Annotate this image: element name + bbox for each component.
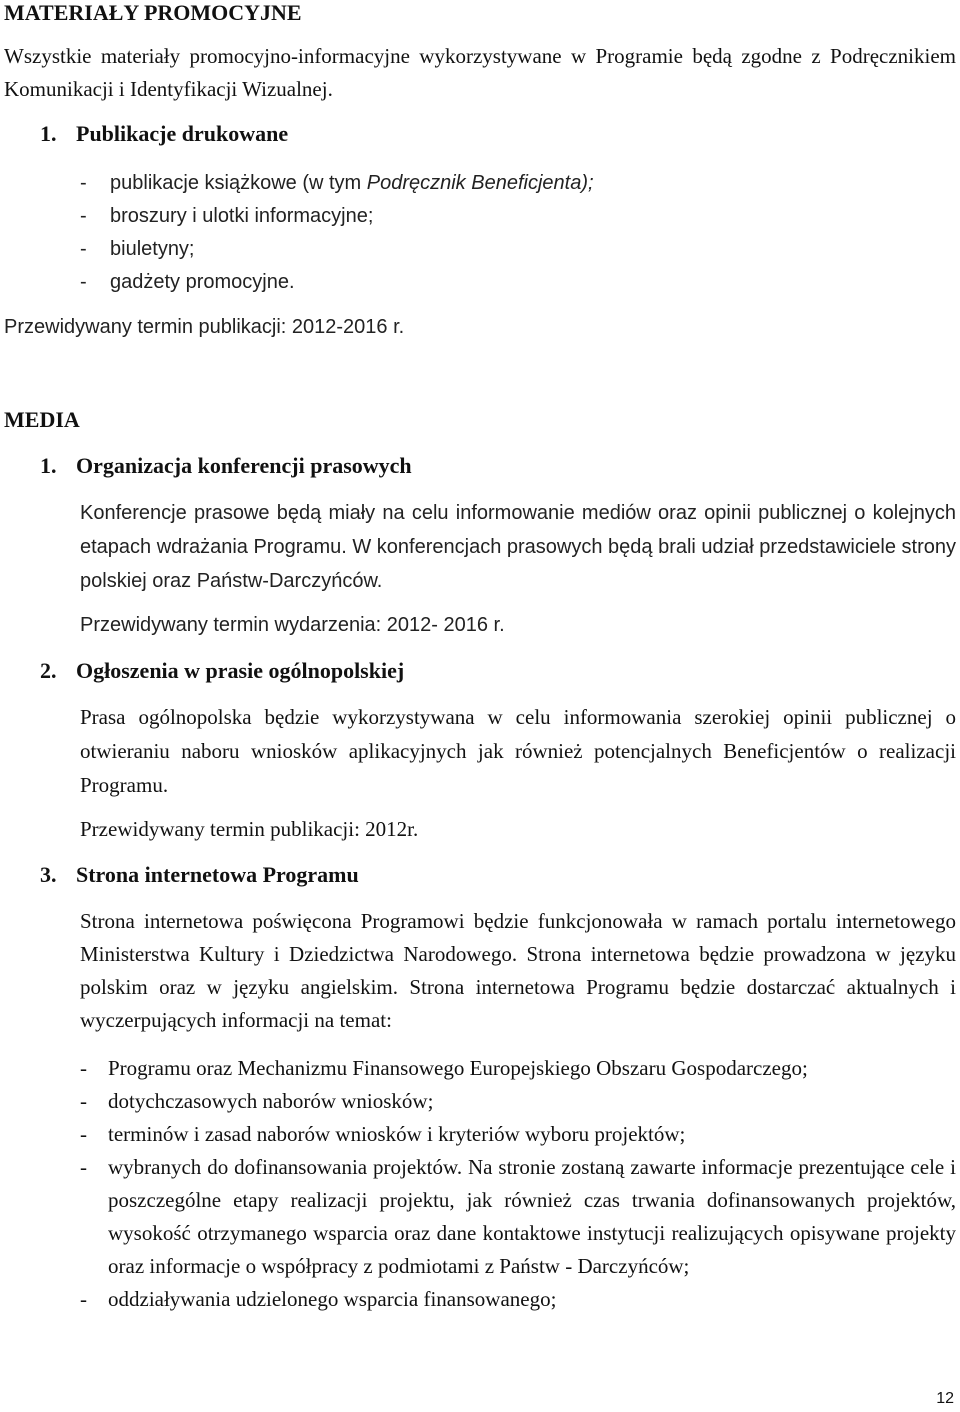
item-title: Organizacja konferencji prasowych [76, 453, 412, 478]
media-item1-heading [40, 453, 960, 479]
list-dash: - [80, 238, 87, 260]
item-number: 3. [40, 862, 57, 887]
page-number: 12 [936, 1390, 954, 1407]
media-item3-body: Strona internetowa poświęcona Programowi będzie funkcjonowała w ramach portalu internetowego Ministerstwa Kultury i Dziedzictwa Narodowego. Strona internetowa będzie prowadzona w języku polskim oraz w języku angielskim. Strona internetowa Programu będzie dostarczać aktualnych i wyczerpujących informacji na temat: [80, 909, 956, 1032]
promo-term: Przewidywany termin publikacji: 2012-2016 r. [4, 316, 405, 338]
list-item [80, 167, 940, 200]
list-dash: - [80, 1155, 87, 1179]
section-title-promo: MATERIAŁY PROMOCYJNE [4, 0, 302, 25]
list-text: wybranych do dofinansowania projektów. Na stronie zostaną zawarte informacje prezentujące cele i poszczególne etapy realizacji projektu, jak również czas trwania dofinansowanych projektów, wysokość otrzymanego wsparcia oraz dane kontaktowe instytucji realizujących opisywane projekty oraz informacje o współpracy z podmiotami z Państw - Darczyńców; [108, 1155, 956, 1278]
list-text: terminów i zasad naborów wniosków i kryteriów wyboru projektów; [108, 1122, 686, 1146]
promo-list [80, 167, 940, 299]
list-item [80, 1052, 956, 1085]
list-dash: - [80, 1056, 87, 1080]
list-text: biuletyny; [110, 238, 195, 260]
item-number: 1. [40, 121, 57, 146]
list-dash: - [80, 1089, 87, 1113]
item-title: Publikacje drukowane [76, 121, 289, 146]
list-text-italic: Podręcznik Beneficjenta); [366, 172, 594, 194]
list-text: gadżety promocyjne. [110, 271, 295, 293]
list-dash: - [80, 172, 87, 194]
media-item3-heading [40, 862, 960, 888]
list-dash: - [80, 271, 87, 293]
list-item [80, 1283, 956, 1316]
media-item1-term: Przewidywany termin wydarzenia: 2012- 2016 r. [80, 614, 505, 636]
section-title-media: MEDIA [4, 407, 80, 432]
item-number: 1. [40, 453, 57, 478]
list-item [80, 233, 940, 266]
list-text: Programu oraz Mechanizmu Finansowego Europejskiego Obszaru Gospodarczego; [108, 1056, 808, 1080]
media-item2-heading [40, 658, 960, 684]
media-item2-body: Prasa ogólnopolska będzie wykorzystywana w celu informowania szerokiej opinii publicznej o otwieraniu naboru wniosków aplikacyjnych jak również potencjalnych Beneficjentów o realizacji Programu. [80, 705, 956, 797]
list-dash: - [80, 1287, 87, 1311]
list-text: dotychczasowych naborów wniosków; [108, 1089, 434, 1113]
list-item [80, 1151, 956, 1283]
media-item2-term: Przewidywany termin publikacji: 2012r. [80, 817, 419, 841]
list-dash: - [80, 1122, 87, 1146]
promo-item1-heading [40, 121, 960, 147]
list-text: broszury i ulotki informacyjne; [110, 205, 374, 227]
media-item3-list [80, 1052, 956, 1316]
list-text: oddziaływania udzielonego wsparcia finansowanego; [108, 1287, 557, 1311]
list-text: publikacje książkowe (w tym [110, 172, 367, 194]
list-item [80, 266, 940, 299]
promo-intro: Wszystkie materiały promocyjno-informacyjne wykorzystywane w Programie będą zgodne z Podręcznikiem Komunikacji i Identyfikacji Wizualnej. [4, 44, 956, 101]
list-item [80, 200, 940, 233]
item-title: Ogłoszenia w prasie ogólnopolskiej [76, 658, 405, 683]
list-dash: - [80, 205, 87, 227]
list-item [80, 1085, 956, 1118]
item-number: 2. [40, 658, 57, 683]
item-title: Strona internetowa Programu [76, 862, 359, 887]
media-item1-body: Konferencje prasowe będą miały na celu informowanie mediów oraz opinii publicznej o kolejnych etapach wdrażania Programu. W konferencjach prasowych będą brali udział przedstawiciele strony polskiej oraz Państw-Darczyńców. [80, 502, 956, 592]
list-item [80, 1118, 956, 1151]
